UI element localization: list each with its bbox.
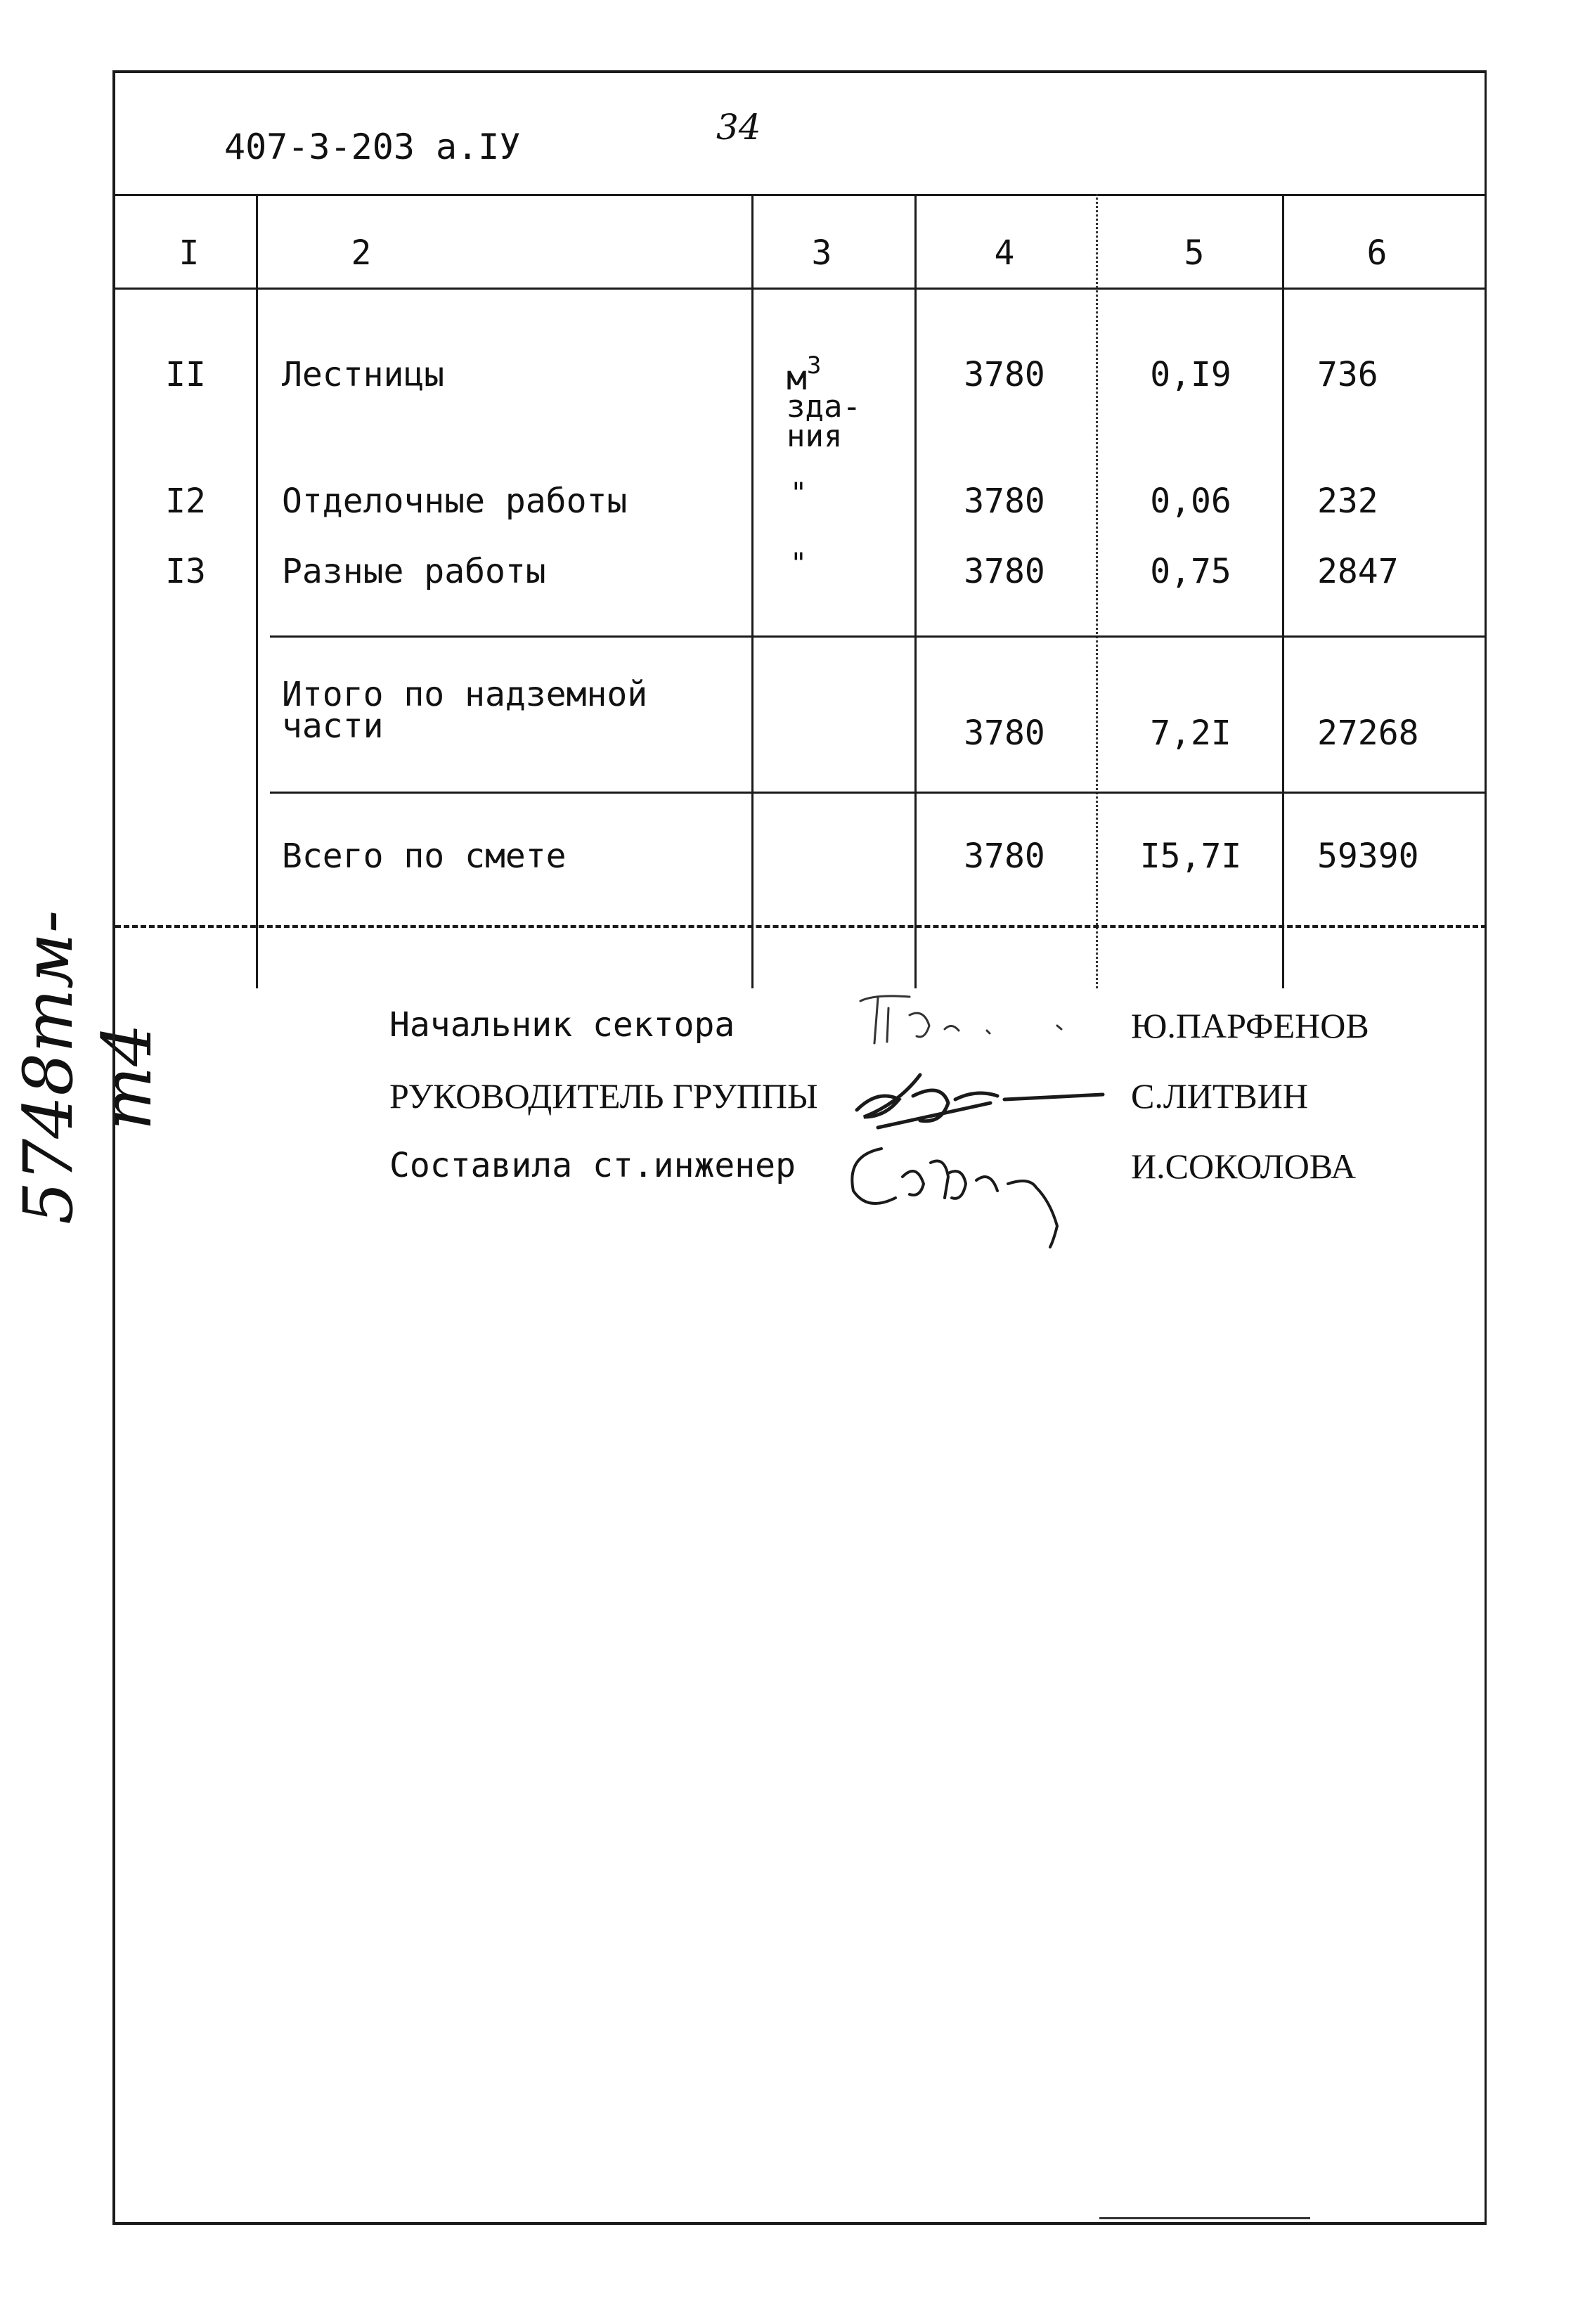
col-divider-2 xyxy=(751,194,754,988)
row-unit-l2: зда- xyxy=(787,389,861,425)
row-unit: " xyxy=(790,477,808,510)
row-name: Отделочные работы xyxy=(282,482,628,521)
signature-scribble-3 xyxy=(839,1135,1092,1254)
col-header-1: I xyxy=(179,233,200,273)
row-total: 232 xyxy=(1317,482,1378,521)
col-divider-1 xyxy=(256,194,258,988)
col-divider-5 xyxy=(1282,194,1284,988)
col-header-5: 5 xyxy=(1184,233,1205,273)
doc-code: 407-3-203 а.IУ xyxy=(224,127,521,167)
grand-total-rate: I5,7I xyxy=(1139,837,1242,876)
row-rate: 0,I9 xyxy=(1150,355,1231,394)
subtotal-qty: 3780 xyxy=(964,714,1045,753)
page-number: 34 xyxy=(716,107,761,148)
subtotal-label-line2: части xyxy=(282,706,384,746)
col-divider-4 xyxy=(1096,194,1098,988)
row-unit-base: м xyxy=(787,359,807,398)
row-number: II xyxy=(165,355,206,394)
col-header-3: 3 xyxy=(811,233,832,273)
column-header-divider xyxy=(115,288,1487,290)
col-header-6: 6 xyxy=(1366,233,1388,273)
row-qty: 3780 xyxy=(964,355,1045,394)
grand-total-qty: 3780 xyxy=(964,837,1045,876)
table-bottom-line xyxy=(115,925,1487,928)
row-total: 736 xyxy=(1317,355,1378,394)
row-unit: " xyxy=(790,548,808,580)
subtotal-label-line1: Итого по надземной xyxy=(282,675,648,714)
col-divider-3 xyxy=(914,194,917,988)
grand-total-total: 59390 xyxy=(1317,837,1419,876)
row-rate: 0,75 xyxy=(1150,552,1231,591)
grand-total-label: Всего по смете xyxy=(282,837,567,876)
subtotal-rate: 7,2I xyxy=(1150,714,1231,753)
signature-name: С.ЛИТВИН xyxy=(1131,1076,1308,1116)
row-unit-l3: ния xyxy=(787,418,843,454)
row-number: I3 xyxy=(165,552,206,591)
row-name: Разные работы xyxy=(282,552,546,591)
signature-scribble-2 xyxy=(836,1061,1131,1138)
row-name: Лестницы xyxy=(282,355,445,394)
signature-role: РУКОВОДИТЕЛЬ ГРУППЫ xyxy=(389,1076,818,1116)
row-qty: 3780 xyxy=(964,552,1045,591)
row-rate: 0,06 xyxy=(1150,482,1231,521)
header-divider xyxy=(115,194,1487,196)
bottom-mark xyxy=(1099,2217,1310,2219)
col-header-4: 4 xyxy=(994,233,1015,273)
col-header-2: 2 xyxy=(351,233,372,273)
row-number: I2 xyxy=(165,482,206,521)
subtotal-total: 27268 xyxy=(1317,714,1419,753)
signature-name: И.СОКОЛОВА xyxy=(1131,1147,1357,1186)
signature-name: Ю.ПАРФЕНОВ xyxy=(1131,1006,1369,1045)
total-divider xyxy=(270,792,1487,794)
signature-scribble-1 xyxy=(846,987,1127,1050)
signature-role: Начальник сектора xyxy=(389,1005,735,1045)
row-qty: 3780 xyxy=(964,482,1045,521)
row-unit-sup: 3 xyxy=(806,351,822,380)
row-total: 2847 xyxy=(1317,552,1399,591)
side-note: 5748тм-т4 xyxy=(9,910,167,1225)
subtotal-divider xyxy=(270,635,1487,638)
document-frame xyxy=(112,70,1487,2225)
signature-role: Составила ст.инженер xyxy=(389,1146,796,1185)
